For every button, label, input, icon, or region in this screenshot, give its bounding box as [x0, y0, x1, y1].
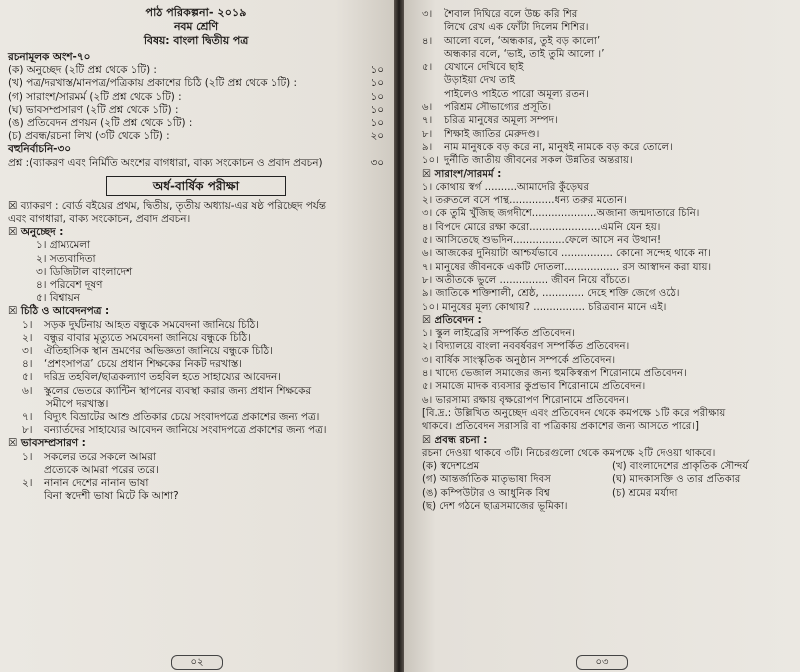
creative-item [8, 130, 384, 143]
letter-list-continued [8, 411, 384, 437]
letter-item-text: দরিদ্র তহবিল/ছাত্রকল্যাণ তহবিল হতে সাহায্যের আবেদন। [44, 371, 281, 384]
creative-section-heading: রচনামূলক অংশ-৭০ [8, 51, 91, 63]
expansion-item-number: ৮। [422, 128, 433, 140]
expansion-item [422, 61, 792, 74]
expansion-item [8, 490, 384, 503]
letter-item [8, 411, 384, 424]
expansion-item-number [422, 21, 444, 34]
essay-row [422, 473, 792, 486]
creative-item-mark: ২০ [370, 130, 384, 143]
expansion-item [422, 48, 792, 61]
expansion-item [422, 101, 792, 114]
report-item: ৬। ভারসাম্য রক্ষায় বৃক্ষরোপণ শিরোনামে প্রতিবেদন। [422, 394, 629, 406]
summary-item: ২। তরুতলে বসে পান্থ..............ধন্য তরুর মতোন। [422, 195, 627, 207]
creative-item [8, 91, 384, 104]
summary-item: ৪। বিপদে মোরে রক্ষা করো......................এমনি যেন হয়। [422, 221, 661, 233]
report-heading: ☒ প্রতিবেদন : [422, 314, 482, 326]
expansion-item-number: ৬। [422, 102, 433, 114]
expansion-item-text: যেখানে দেখিবে ছাই [444, 62, 524, 74]
creative-item [8, 64, 384, 77]
report-item: ৪। খাদ্যে ভেজাল সমাজের জন্য হুমকিস্বরূপ শিরোনামে প্রতিবেদন। [422, 368, 687, 380]
essay-option: (খ) বাংলাদেশের প্রাকৃতিক সৌন্দর্য [612, 461, 749, 473]
creative-item-label: (ঙ) প্রতিবেদন প্রণয়ন (২টি প্রশ্ন থেকে ১টি) : [8, 117, 193, 130]
essay-option: (ঙ) কম্পিউটার ও আধুনিক বিশ্ব [422, 487, 550, 499]
expansion-item-number: ৪। [422, 35, 433, 47]
essay-heading: ☒ প্রবন্ধ রচনা : [422, 434, 488, 446]
essay-option: (চ) শ্রমের মর্যাদা [612, 487, 678, 499]
letter-item-number: ৬। [22, 384, 33, 397]
left-page-number: ০২ [171, 655, 222, 670]
letter-item-text: সড়ক দুর্ঘটনায় আহত বন্ধুকে সমবেদনা জানিয়ে চিঠি। [44, 318, 259, 331]
expansion-item-number: ৯। [422, 141, 433, 153]
creative-item-label: (ক) অনুচ্ছেদ (২টি প্রশ্ন থেকে ১টি) : [8, 64, 157, 77]
expansion-item-number: ৫। [422, 62, 433, 74]
paragraph-item: ২। সত্যবাদিতা [36, 252, 96, 265]
letter-list [8, 319, 384, 398]
essay-intro: রচনা দেওয়া থাকবে ৩টি। নিচেরগুলো থেকে কমপক্ষে ২টি দেওয়া থাকবে। [422, 447, 716, 459]
expansion-item-number: ৩। [422, 9, 433, 20]
expansion-item-text: লিখে রেখ এক ফোঁটা দিলেম শিশির। [444, 22, 589, 34]
letter-item-text: ‘প্রশংসাপত্র’ চেয়ে প্রধান শিক্ষকের নিকট দরখাস্ত। [44, 358, 242, 371]
report-item: ২। বিদ্যালয়ে বাংলা নববর্ষবরণ সম্পর্কিত প্রতিবেদন। [422, 341, 630, 353]
expansion-item-text: শৈবাল দিঘিরে বলে উচ্চ করি শির [444, 9, 578, 20]
right-page [404, 0, 800, 672]
expansion-item [422, 154, 792, 167]
letter-item-number: ২। [22, 331, 33, 344]
expansion-item-text: শিক্ষাই জাতির মেরুদণ্ড। [444, 128, 540, 140]
mcq-note-text: প্রশ্ন :(ব্যাকরণ এবং নির্মিতি অংশের বাগধারা, বাক্য সংকোচন ও প্রবাদ প্রবচন) [8, 156, 323, 169]
report-item: ৩। বার্ষিক সাংস্কৃতিক অনুষ্ঠান সম্পর্কে প্রতিবেদন। [422, 354, 616, 366]
grammar-line-1: ☒ ব্যাকরণ : বোর্ড বইয়ের প্রথম, দ্বিতীয়, তৃতীয় অধ্যায়-এর ষষ্ঠ পরিচ্ছেদ পর্যন্ত [8, 199, 326, 212]
essay-option: (গ) আন্তর্জাতিক মাতৃভাষা দিবস [422, 474, 552, 486]
summary-item: ১। কোথায় স্বর্গ ..........আমাদেরি কুঁড়েঘর [422, 181, 590, 193]
summary-item: ৮। অতীতকে ভুলে ............... জীবন নিয়ে বাঁচতে। [422, 274, 631, 286]
expansion-list-continued [422, 8, 792, 168]
creative-item-label: (চ) প্রবন্ধ/রচনা লিখ (৩টি থেকে ১টি) : [8, 130, 170, 143]
essay-row [422, 460, 792, 473]
letter-item [8, 371, 384, 384]
expansion-item-text: প্রত্যেকে আমরা পরের তরে। [44, 463, 159, 476]
summary-item: ৯। জাতিকে শক্তিশালী, শ্রেষ্ঠ, ............. দেহে শক্তি জেগে ওঠে। [422, 288, 680, 300]
creative-item-label: (ঘ) ভাবসম্প্রসারণ (২টি প্রশ্ন থেকে ১টি) : [8, 103, 179, 116]
expansion-list [8, 451, 384, 504]
paragraph-item: ৩। ডিজিটাল বাংলাদেশ [36, 265, 133, 278]
essay-option: (ছ) দেশ গঠনে ছাত্রসমাজের ভূমিকা। [422, 500, 568, 512]
expansion-item-number: ১০। [422, 155, 439, 167]
letter-item-number: ১। [22, 318, 33, 331]
letter-item-number: ৭। [22, 411, 33, 424]
creative-item-label: (গ) সারাংশ/সারমর্ম (২টি প্রশ্ন থেকে ১টি) : [8, 90, 182, 103]
book-gutter [394, 0, 404, 672]
expansion-item-text: বিনা স্বদেশী ভাষা মিটে কি আশা? [44, 490, 179, 503]
left-footer [0, 650, 394, 670]
paragraph-heading: ☒ অনুচ্ছেদ : [8, 226, 64, 239]
creative-item-mark: ১০ [370, 117, 384, 130]
letter-item-number: ৪। [22, 358, 33, 371]
expansion-item-number [422, 88, 444, 101]
expansion-item-text: সকলের তরে সকলে আমরা [44, 450, 157, 463]
expansion-item-number [422, 48, 444, 61]
letter-item [8, 358, 384, 371]
expansion-item [8, 477, 384, 490]
report-list [422, 327, 792, 407]
creative-items-list [8, 64, 384, 143]
summary-item: ৬। আজকের দুনিয়াটা আশ্চর্যভাবে ................ কোনো সন্দেহ থাকে না। [422, 248, 711, 260]
expansion-item-text: আলো বলে, ‘অন্ধকার, তুই বড় কালো’ [444, 35, 601, 47]
letter-item [8, 319, 384, 332]
essay-list [422, 460, 792, 513]
expansion-item [8, 451, 384, 464]
letter-heading: ☒ চিঠি ও আবেদনপত্র : [8, 305, 110, 318]
summary-item: ৩। কে তুমি খুঁজিছ জগদীশে....................অজানা জন্মদাতারে চিনি। [422, 208, 700, 220]
mcq-mark: ৩০ [370, 156, 384, 169]
letter-item [8, 332, 384, 345]
subject-heading: বিষয়: বাংলা দ্বিতীয় পত্র [143, 34, 249, 47]
summary-list [422, 181, 792, 314]
letter-item-text: স্কুলের ভেতরে ক্যান্টিন স্থাপনের ব্যবস্থা করার জন্য প্রধান শিক্ষকের [44, 384, 312, 397]
class-heading: নবম শ্রেণি [173, 20, 219, 33]
letter-item-text: বন্ধুর বাবার মৃত্যুতে সমবেদনা জানিয়ে বন্ধুকে চিঠি। [44, 331, 251, 344]
letter-item [8, 345, 384, 358]
essay-option: (ঘ) মাদকাসক্তি ও তার প্রতিকার [612, 474, 741, 486]
note-line-2: থাকবে। প্রতিবেদন সরাসরি বা পত্রিকায় প্রকাশের জন্য আসতে পারে।] [422, 421, 700, 433]
creative-item-mark: ১০ [370, 90, 384, 103]
left-page [0, 0, 394, 672]
letter-item [8, 385, 384, 398]
paragraph-list [8, 239, 384, 305]
summary-heading: ☒ সারাংশ/সারমর্ম : [422, 168, 502, 180]
grammar-line-2: এবং বাগধারা, বাক্য সংকোচন, প্রবাদ প্রবচন। [8, 213, 191, 226]
paragraph-item: ৪। পরিবেশ দূষণ [36, 279, 103, 292]
expansion-item-number: ৭। [422, 115, 433, 127]
letter-item-number: ৫। [22, 371, 33, 384]
expansion-item-text: নানান দেশের নানান ভাষা [44, 477, 149, 490]
report-item: ১। স্কুল লাইব্রেরি সম্পর্কিত প্রতিবেদন। [422, 328, 576, 340]
mcq-heading: বহুনির্বাচনি-৩০ [8, 143, 71, 156]
expansion-item-text: অন্ধকার বলে, ‘ভাই, তাই তুমি আলো ।’ [444, 48, 605, 60]
creative-item-mark: ১০ [370, 64, 384, 77]
essay-row [422, 500, 792, 513]
creative-item [8, 77, 384, 90]
summary-item: ১০। মানুষের মূল্য কোথায়? ................ চরিত্রবান মানে এই। [422, 301, 667, 313]
expansion-item-number: ২। [22, 477, 33, 490]
essay-option: (ক) স্বদেশপ্রেম [422, 461, 480, 473]
creative-item-label: (খ) পত্র/দরখাস্ত/মানপত্র/পত্রিকায় প্রকাশের চিঠি (২টি প্রশ্ন থেকে ১টি) : [8, 77, 298, 90]
expansion-item-text: দুর্নীতি জাতীয় জীবনের সকল উন্নতির অন্তরায়। [444, 155, 633, 167]
expansion-item-text: পাইলেও পাইতে পারো অমূল্য রতন। [444, 88, 589, 100]
letter-item-continuation: সমীপে দরখাস্ত। [46, 397, 109, 410]
expansion-item [422, 21, 792, 34]
creative-item-mark: ১০ [370, 77, 384, 90]
half-yearly-exam-title: অর্ধ-বার্ষিক পরীক্ষা [106, 176, 286, 196]
note-line-1: [বি.দ্র.: উল্লিখিত অনুচ্ছেদ এবং প্রতিবেদন থেকে কমপক্ষে ১টি করে পরীক্ষায় [422, 407, 726, 419]
letter-item-text: ঐতিহাসিক স্থান ভ্রমণের অভিজ্ঞতা জানিয়ে বন্ধুকে চিঠি। [44, 345, 273, 358]
letter-item-text: বিদ্যুৎ বিভ্রাটের আশু প্রতিকার চেয়ে সংবাদপত্রে প্রকাশের জন্য পত্র। [44, 411, 320, 424]
expansion-item-number [22, 464, 44, 477]
expansion-item-text: পরিশ্রম সৌভাগ্যের প্রসূতি। [444, 102, 552, 114]
summary-item: ৭। মানুষের জীবনকে একটি দোতলা................. রস আস্বাদন করা যায়। [422, 261, 712, 273]
expansion-item [422, 35, 792, 48]
expansion-heading: ☒ ভাবসম্প্রসারণ : [8, 437, 86, 450]
creative-item-mark: ১০ [370, 103, 384, 116]
creative-item [8, 117, 384, 130]
expansion-item [422, 88, 792, 101]
lesson-plan-title: পাঠ পরিকল্পনা- ২০১৯ [145, 6, 247, 19]
expansion-item-number: ১। [22, 450, 33, 463]
essay-row [422, 487, 792, 500]
expansion-item [8, 464, 384, 477]
report-item: ৫। সমাজে মাদক ব্যবসার কুপ্রভাব শিরোনামে প্রতিবেদন। [422, 381, 646, 393]
letter-item-number: ৩। [22, 345, 33, 358]
right-footer [404, 650, 800, 670]
expansion-item-text: উড়াইয়া দেখ তাই [444, 75, 515, 87]
expansion-item-number [22, 490, 44, 503]
expansion-item-text: নাম মানুষকে বড় করে না, মানুষই নামকে বড় করে তোলে। [444, 141, 673, 153]
expansion-item [422, 128, 792, 141]
right-page-number: ০৩ [576, 655, 627, 670]
expansion-item-text: চরিত্র মানুষের অমূল্য সম্পদ। [444, 115, 558, 127]
letter-item-number: ৮। [22, 424, 33, 437]
creative-item [8, 104, 384, 117]
expansion-item [422, 8, 792, 21]
paragraph-item: ৫। বিশ্বায়ন [36, 292, 80, 305]
expansion-item-number [422, 74, 444, 87]
summary-item: ৫। আসিতেছে শুভদিন................ফেলে আসে নব উত্থান! [422, 235, 662, 247]
paragraph-item: ১। গ্রাম্যমেলা [36, 239, 91, 252]
letter-item [8, 424, 384, 437]
mcq-note [8, 157, 384, 170]
expansion-item [422, 141, 792, 154]
expansion-item [422, 114, 792, 127]
expansion-item [422, 74, 792, 87]
letter-item-text: বন্যার্তদের সাহায্যের আবেদন জানিয়ে সংবাদপত্রে প্রকাশের জন্য পত্র। [44, 424, 327, 437]
